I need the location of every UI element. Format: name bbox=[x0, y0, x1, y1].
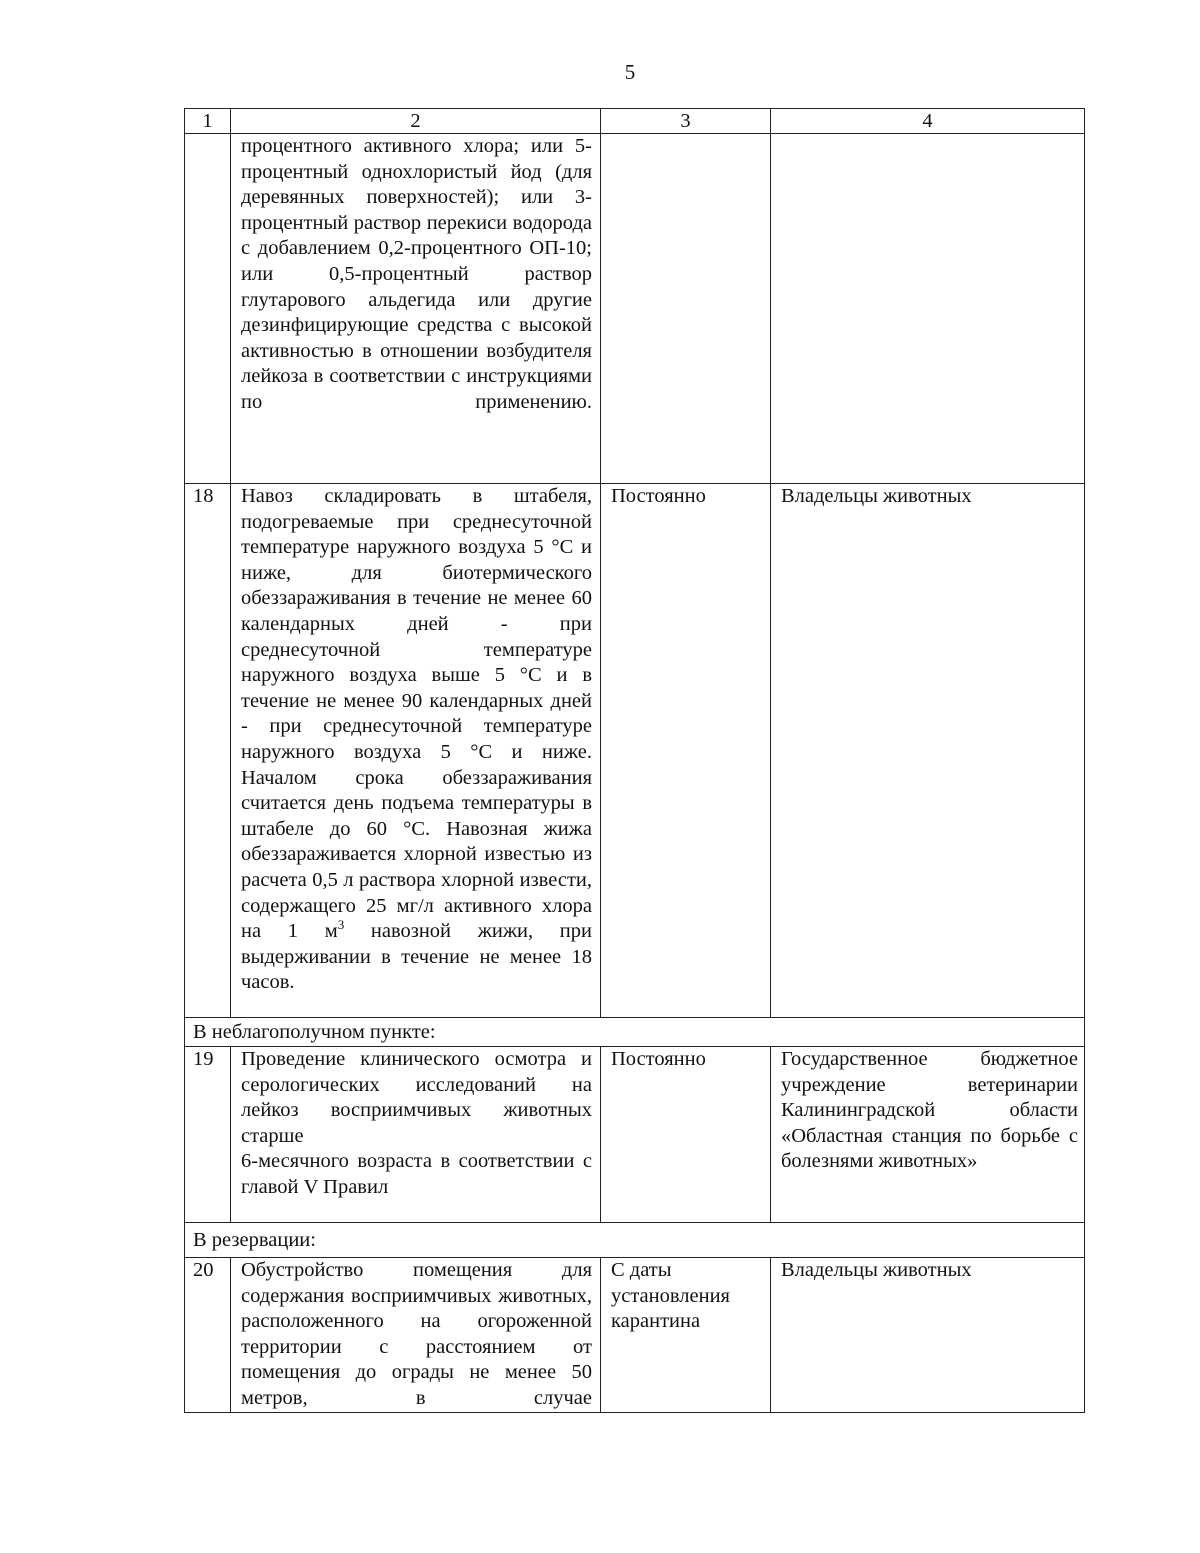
table-row-20 bbox=[185, 1258, 1085, 1413]
section-row-unfavorable bbox=[185, 1018, 1085, 1047]
page-number: 5 bbox=[624, 60, 636, 84]
row20-text: Обустройство помещения для содержания восприимчивых животных, расположенного на огороженной территории с расстоянием от помещения до ограды не менее 50 метров, в случае bbox=[241, 1259, 592, 1409]
section-title: В неблагополучном пункте: bbox=[185, 1018, 1085, 1047]
row-description bbox=[231, 134, 601, 484]
row-period: С даты установления карантина bbox=[601, 1258, 771, 1413]
row18-text-main: Навоз складировать в штабеля, подогреваемые при среднесуточной температуре наружного воздуха 5 °С и ниже, для биотермического обеззараживания в течение не менее 60 календарных дней - при среднесуточной температуре наружного воздуха выше 5 °С и в течение не менее 90 календарных дней - при среднесуточной температуре наружного воздуха 5 °С и ниже. Началом срока обеззараживания считается день подъема температуры в штабеле до 60 °С. Навозная жижа обеззараживается хлорной известью из расчета 0,5 л раствора хлорной извести, содержащего 25 мг/л активного хлора на 1 м bbox=[241, 485, 592, 943]
row-responsible bbox=[771, 134, 1085, 484]
table-row-18 bbox=[185, 484, 1085, 1018]
table-header-row bbox=[185, 109, 1085, 134]
row-responsible: Владельцы животных bbox=[771, 1258, 1085, 1413]
row-responsible bbox=[771, 1047, 1085, 1223]
table-row-continued bbox=[185, 134, 1085, 484]
section-title: В резервации: bbox=[185, 1223, 1085, 1258]
row-description bbox=[231, 484, 601, 1018]
row-number: 18 bbox=[185, 484, 231, 1018]
measures-table bbox=[184, 108, 1085, 1413]
row-number: 20 bbox=[185, 1258, 231, 1413]
header-col-2: 2 bbox=[231, 109, 601, 134]
section-row-reservation bbox=[185, 1223, 1085, 1258]
row19-text-part2: 6-месячного возраста в соответствии с главой V Правил bbox=[241, 1150, 592, 1198]
row19-text-part1: Проведение клинического осмотра и серологических исследований на лейкоз восприимчивых животных старше bbox=[241, 1048, 592, 1147]
header-col-1: 1 bbox=[185, 109, 231, 134]
row-period: Постоянно bbox=[601, 1047, 771, 1223]
row-period: Постоянно bbox=[601, 484, 771, 1018]
row-period bbox=[601, 134, 771, 484]
row-number bbox=[185, 134, 231, 484]
header-col-3: 3 bbox=[601, 109, 771, 134]
row19-responsible-text: Государственное бюджетное учреждение ветеринарии Калининградской области «Областная станция по борьбе с болезнями животных» bbox=[781, 1048, 1078, 1173]
row-description bbox=[231, 1047, 601, 1223]
superscript: 3 bbox=[337, 917, 345, 933]
table-row-19 bbox=[185, 1047, 1085, 1223]
row18-text bbox=[241, 484, 592, 996]
header-col-4: 4 bbox=[771, 109, 1085, 134]
continued-text: процентного активного хлора; или 5-процентный однохлористый йод (для деревянных поверхностей); или 3-процентный раствор перекиси водорода с добавлением 0,2-процентного ОП-10; или 0,5-процентный раствор глутарового альдегида или другие дезинфицирующие средства с высокой активностью в отношении возбудителя лейкоза в соответствии с инструкциями по применению. bbox=[241, 135, 592, 413]
row-description bbox=[231, 1258, 601, 1413]
row18-text-tail: навозной жижи, при выдерживании в течение не менее 18 часов. bbox=[241, 920, 593, 994]
row-responsible: Владельцы животных bbox=[771, 484, 1085, 1018]
row-number: 19 bbox=[185, 1047, 231, 1223]
